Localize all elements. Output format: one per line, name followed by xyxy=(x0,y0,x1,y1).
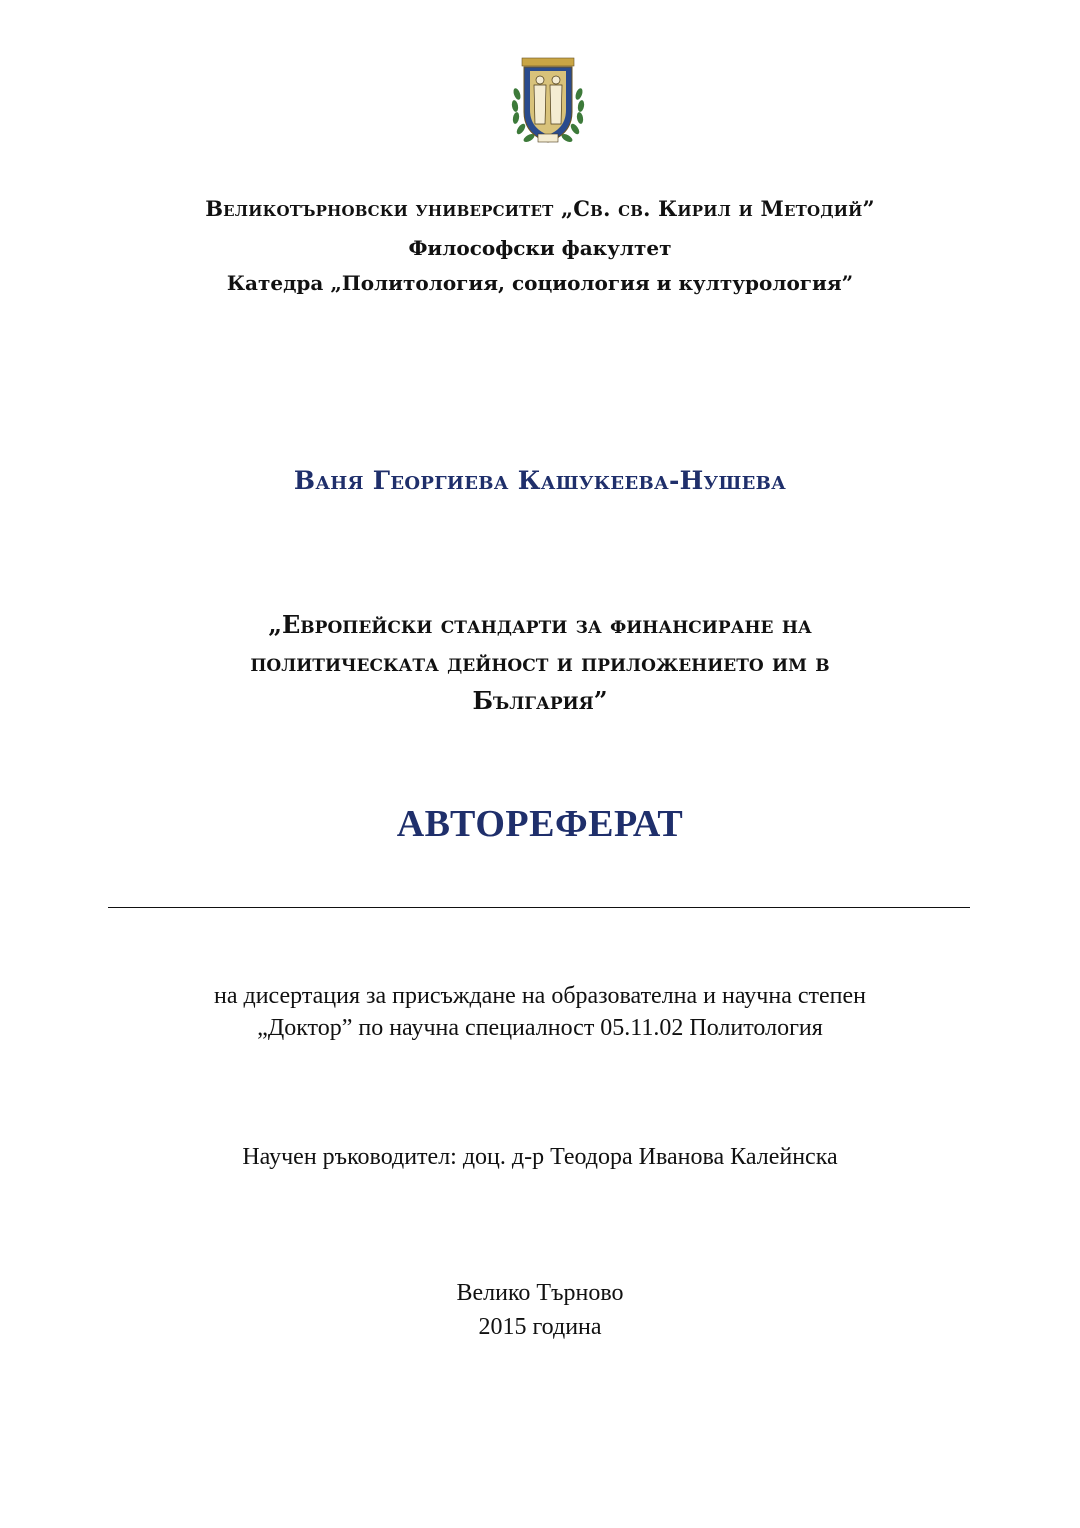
title-line: България” xyxy=(472,686,608,715)
description-line: на дисертация за присъждане на образователна и научна степен xyxy=(214,983,866,1009)
horizontal-divider xyxy=(108,907,970,908)
place-year: 2015 година xyxy=(478,1314,602,1340)
dissertation-title xyxy=(0,606,1080,720)
title-line: „Европейски стандарти за финансиране на xyxy=(268,610,812,639)
university-crest-logo xyxy=(508,54,588,150)
university-name: Великотърновски университет „Св. св. Кирил и Методий” xyxy=(205,196,875,221)
scientific-supervisor: Научен ръководител: доц. д-р Теодора Иванова Калейнска xyxy=(242,1144,838,1170)
dissertation-description xyxy=(0,980,1080,1044)
place-city: Велико Търново xyxy=(456,1280,624,1306)
author-name: Ваня Георгиева Кашукеева-Нушева xyxy=(293,466,787,495)
abstract-heading: АВТОРЕФЕРАТ xyxy=(396,803,684,845)
title-line: политическата дейност и приложението им в xyxy=(250,648,830,677)
place-and-year xyxy=(0,1276,1080,1344)
description-line: „Доктор” по научна специалност 05.11.02 Политология xyxy=(257,1015,823,1041)
department-name: Катедра „Политология, социология и културология” xyxy=(226,271,854,295)
faculty-name: Философски факултет xyxy=(408,236,672,260)
